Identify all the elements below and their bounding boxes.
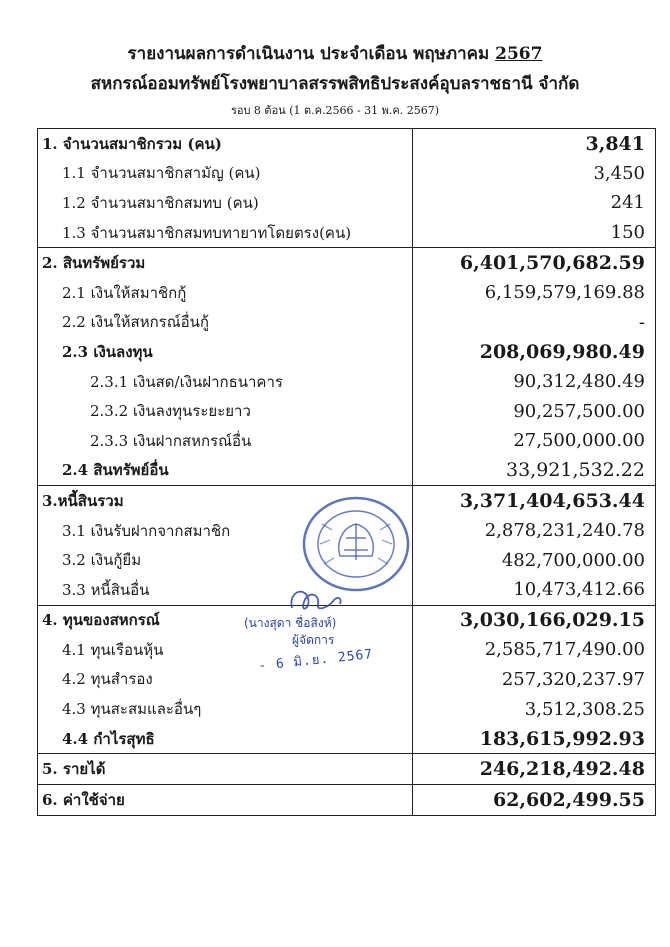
row-value: 2,878,231,240.78 bbox=[413, 516, 656, 546]
row-label: 2.3.1 เงินสด/เงินฝากธนาคาร bbox=[38, 367, 413, 397]
row-label: 4.2 ทุนสำรอง bbox=[38, 665, 413, 695]
row-label: 5. รายได้ bbox=[38, 754, 413, 785]
row-label: 2.2 เงินให้สหกรณ์อื่นกู้ bbox=[38, 308, 413, 338]
table-row bbox=[38, 248, 656, 278]
row-label: 2.4 สินทรัพย์อื่น bbox=[38, 456, 413, 486]
table-row bbox=[38, 308, 656, 338]
table-row bbox=[38, 754, 656, 785]
manager-name: (นางสุดา ชื่อสิงห์) bbox=[244, 616, 337, 630]
row-label: 2.3 เงินลงทุน bbox=[38, 337, 413, 367]
row-label: 4.1 ทุนเรือนหุ้น bbox=[38, 635, 413, 665]
cooperative-name: สหกรณ์ออมทรัพย์โรงพยาบาลสรรพสิทธิประสงค์อุบลราชธานี จำกัด bbox=[90, 74, 580, 94]
row-label: 1.1 จำนวนสมาชิกสามัญ (คน) bbox=[38, 159, 413, 189]
row-value: 482,700,000.00 bbox=[413, 545, 656, 575]
table-row bbox=[38, 337, 656, 367]
row-value: 3,371,404,653.44 bbox=[413, 486, 656, 516]
table-row bbox=[38, 159, 656, 189]
row-value: 2,585,717,490.00 bbox=[413, 635, 656, 665]
table-row bbox=[38, 278, 656, 308]
row-value: 246,218,492.48 bbox=[413, 754, 656, 785]
row-value: 183,615,992.93 bbox=[413, 724, 656, 754]
table-row bbox=[38, 785, 656, 816]
report-period: รอบ 8 ต้อน (1 ต.ค.2566 - 31 พ.ค. 2567) bbox=[230, 104, 440, 117]
row-value: 90,257,500.00 bbox=[413, 396, 656, 426]
table-row bbox=[38, 129, 656, 159]
row-label: 1.3 จำนวนสมาชิกสมทบทายาทโดยตรง(คน) bbox=[38, 218, 413, 248]
row-value: 150 bbox=[413, 218, 656, 248]
row-value: 241 bbox=[413, 188, 656, 218]
row-label: 3.3 หนี้สินอื่น bbox=[38, 575, 413, 605]
row-value: 3,841 bbox=[413, 129, 656, 159]
report-title-text: รายงานผลการดำเนินงาน ประจำเดือน พฤษภาคม bbox=[127, 44, 490, 64]
row-label: 6. ค่าใช้จ่าย bbox=[38, 785, 413, 816]
table-row bbox=[38, 665, 656, 695]
summary-table bbox=[37, 128, 656, 816]
row-value: 6,401,570,682.59 bbox=[413, 248, 656, 278]
row-label: 1. จำนวนสมาชิกรวม (คน) bbox=[38, 129, 413, 159]
table-row bbox=[38, 724, 656, 754]
row-label: 4.4 กำไรสุทธิ bbox=[38, 724, 413, 754]
row-value: 10,473,412.66 bbox=[413, 575, 656, 605]
table-row bbox=[38, 367, 656, 397]
row-value: 27,500,000.00 bbox=[413, 426, 656, 456]
row-value: 257,320,237.97 bbox=[413, 665, 656, 695]
table-row bbox=[38, 426, 656, 456]
row-label: 3.หนี้สินรวม bbox=[38, 486, 413, 516]
row-label: 2.1 เงินให้สมาชิกกู้ bbox=[38, 278, 413, 308]
table-row bbox=[38, 456, 656, 486]
table-row bbox=[38, 188, 656, 218]
row-label: 2.3.3 เงินฝากสหกรณ์อื่น bbox=[38, 426, 413, 456]
row-value: 6,159,579,169.88 bbox=[413, 278, 656, 308]
row-label: 1.2 จำนวนสมาชิกสมทบ (คน) bbox=[38, 188, 413, 218]
row-value: - bbox=[413, 308, 656, 338]
row-label: 4.3 ทุนสะสมและอื่นๆ bbox=[38, 694, 413, 724]
row-label: 3.2 เงินกู้ยืม bbox=[38, 545, 413, 575]
report-year: 2567 bbox=[495, 44, 543, 64]
report-title bbox=[0, 40, 670, 67]
row-label: 3.1 เงินรับฝากจากสมาชิก bbox=[38, 516, 413, 546]
stamp-date: - 6 มิ.ย. 2567 bbox=[257, 647, 374, 674]
table-row bbox=[38, 694, 656, 724]
manager-position: ผู้จัดการ bbox=[292, 633, 335, 647]
row-value: 3,030,166,029.15 bbox=[413, 605, 656, 635]
row-value: 3,450 bbox=[413, 159, 656, 189]
row-label: 2. สินทรัพย์รวม bbox=[38, 248, 413, 278]
row-value: 3,512,308.25 bbox=[413, 694, 656, 724]
row-value: 62,602,499.55 bbox=[413, 785, 656, 816]
row-label: 2.3.2 เงินลงทุนระยะยาว bbox=[38, 396, 413, 426]
row-value: 33,921,532.22 bbox=[413, 456, 656, 486]
row-value: 208,069,980.49 bbox=[413, 337, 656, 367]
row-label: 4. ทุนของสหกรณ์ bbox=[38, 605, 413, 635]
table-row bbox=[38, 218, 656, 248]
row-value: 90,312,480.49 bbox=[413, 367, 656, 397]
table-row bbox=[38, 396, 656, 426]
